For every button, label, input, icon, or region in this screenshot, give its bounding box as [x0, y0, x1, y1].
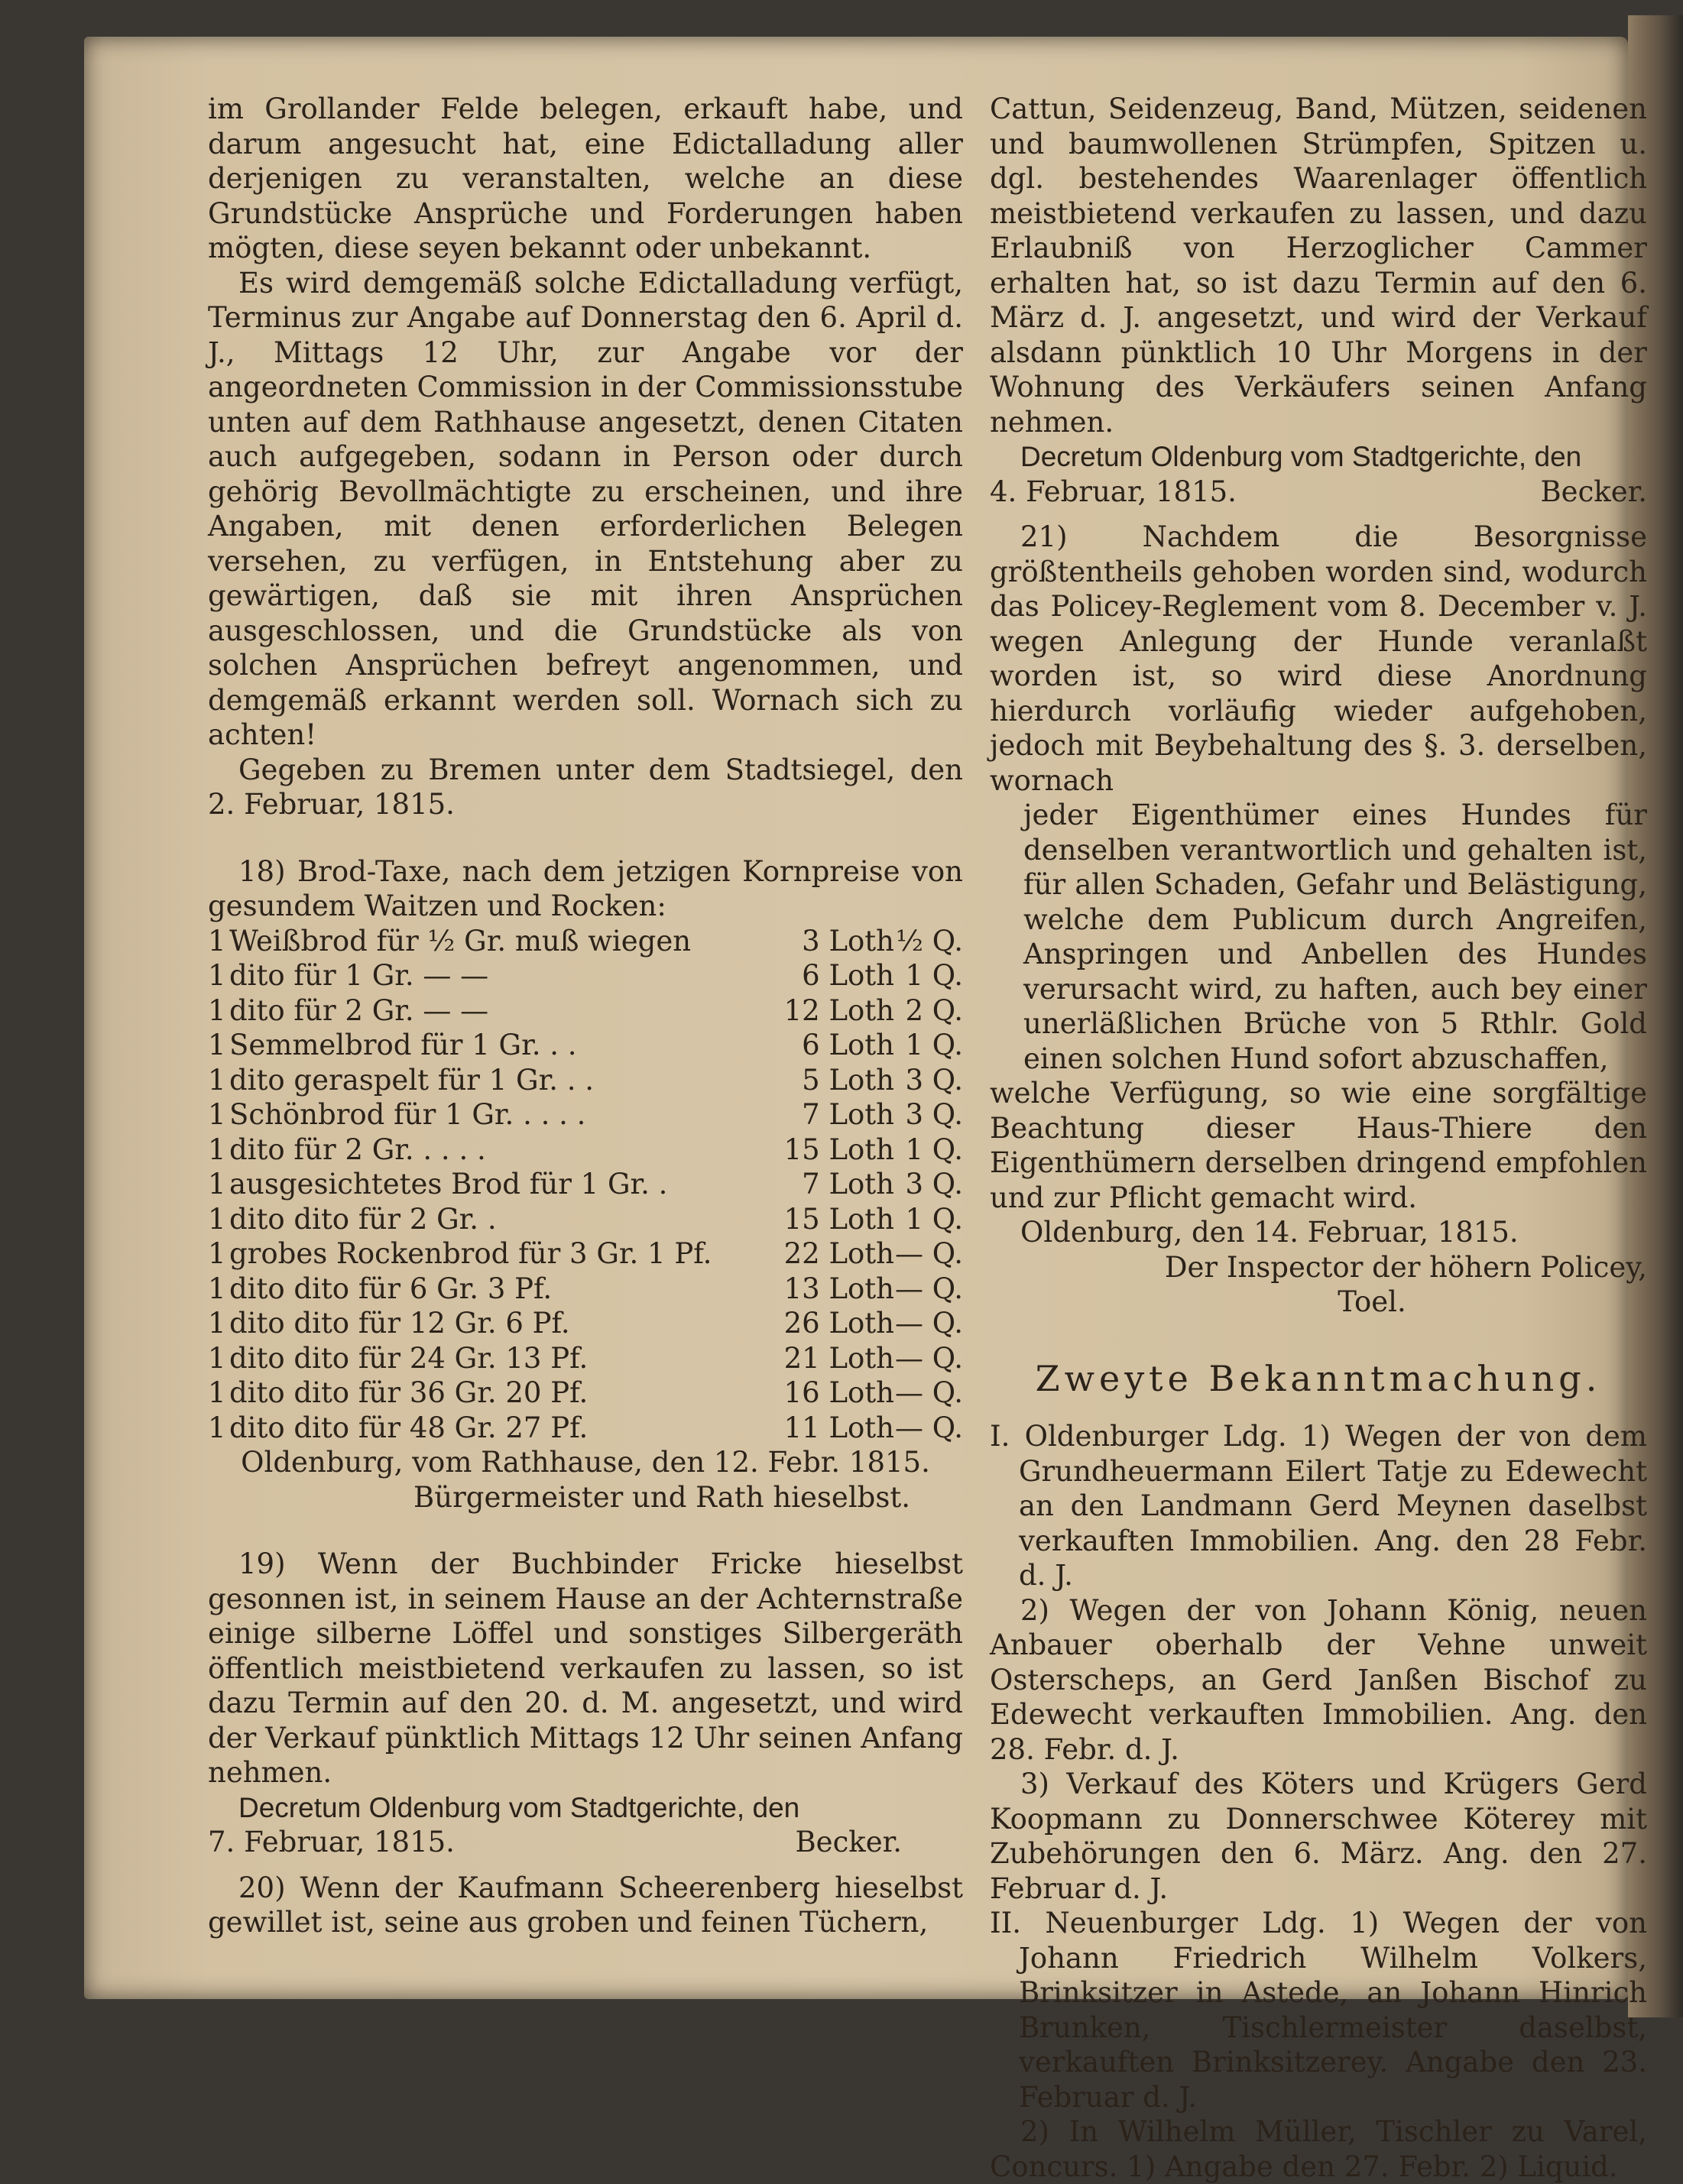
brod-taxe-row — [208, 1202, 963, 1237]
decretum-20-signature: Becker. — [1540, 475, 1647, 508]
brod-row-count: 1 — [208, 1133, 226, 1166]
brod-taxe-row — [208, 1097, 963, 1133]
notice-21-signature-name: Toel. — [1338, 1285, 1406, 1318]
brod-taxe-row — [208, 958, 963, 993]
brod-row-description: dito dito für 12 Gr. 6 Pf. — [229, 1307, 570, 1340]
brod-taxe-table — [208, 924, 963, 1446]
section-neuenburg-2: 2) In Wilhelm Müller, Tischler zu Varel, Concurs. 1) Angabe den 27. Febr. 2) Liquid. — [990, 2115, 1647, 2183]
brod-row-weight-quentin: 3 Q. — [905, 1168, 963, 1201]
decretum-19-date: 7. Februar, 1815. — [208, 1826, 455, 1858]
brod-row-count: 1 — [208, 924, 226, 958]
brod-row-weight-loth: 26 Loth — [783, 1307, 894, 1340]
brod-row-weight-loth: 12 Loth — [783, 993, 894, 1027]
brod-row-weight-quentin: ½ Q. — [896, 924, 963, 958]
brod-row-weight-quentin: — Q. — [894, 1341, 963, 1375]
brod-taxe-row — [208, 1272, 963, 1307]
brod-taxe-row — [208, 1028, 963, 1063]
brod-row-weight-quentin: — Q. — [894, 1237, 963, 1270]
brod-row-weight-quentin: 2 Q. — [905, 993, 963, 1027]
brod-row-description: grobes Rockenbrod für 3 Gr. 1 Pf. — [229, 1237, 712, 1270]
notice-19-paragraph: 19) Wenn der Buchbinder Fricke hieselbst gesonnen ist, in seinem Hause an der Achternstraße einige silberne Löffel und sonstiges Silbergeräth öffentlich meistbietend verkaufen zu lassen, so ist dazu Termin auf den 20. d. M. angesetzt, und wird der Verkauf pünktlich Mittags 12 Uhr seinen Anfang nehmen. — [208, 1547, 963, 1789]
brod-row-weight-loth: 5 Loth — [802, 1063, 894, 1097]
decretum-20-date-row — [990, 475, 1647, 510]
brod-row-weight-quentin: 1 Q. — [905, 959, 963, 992]
brod-row-weight-loth: 7 Loth — [802, 1168, 894, 1201]
brod-row-description: dito dito für 6 Gr. 3 Pf. — [229, 1272, 553, 1305]
decretum-19-text: Decretum Oldenburg vom Stadtgerichte, den — [238, 1791, 800, 1823]
edictal-paragraph-2: Es wird demgemäß solche Edictalladung verfügt, Terminus zur Angabe auf Donnerstag den 6. April d. J., Mittags 12 Uhr, zur Angabe vor der angeordneten Commission in der Commissionsstube unten auf dem Rathhause angesetzt, denen Citaten auch aufgegeben, sodann in Person oder durch gehörig Bevollmächtigte zu erscheinen, und ihre Angaben, mit denen erforderlichen Belegen versehen, zu verfügen, in Entstehung aber zu gewärtigen, daß sie mit ihren Ansprüchen ausgeschlossen, und die Grundstücke als von solchen Ansprüchen befreyt angenommen, und demgemäß erkannt werden soll. Wornach sich zu achten! — [208, 266, 963, 751]
brod-row-description: Weißbrod für ½ Gr. muß wiegen — [229, 924, 692, 958]
brod-taxe-row — [208, 924, 963, 959]
brod-row-weight-quentin: — Q. — [894, 1411, 963, 1444]
brod-row-count: 1 — [208, 993, 226, 1027]
brod-row-weight-loth: 22 Loth — [783, 1237, 894, 1270]
notice-21-indented-clause: jeder Eigenthümer eines Hundes für denselben verantwortlich und gehalten ist, für allen Schaden, Gefahr und Belästigung, welche dem Publicum durch Angreifen, Anspringen und Anbellen des Hundes verursacht wird, zu haften, auch bey einer unerläßlichen Brüche von 5 Rthlr. Gold einen solchen Hund sofort abzuschaffen, — [1023, 799, 1647, 1075]
brod-row-weight-loth: 15 Loth — [783, 1202, 894, 1236]
brod-row-description: ausgesichtetes Brod für 1 Gr. . — [229, 1168, 668, 1201]
notice-21-conclusion: welche Verfügung, so wie eine sorgfältige Beachtung dieser Haus-Thiere den Eigenthümern derselben dringend empfohlen und zur Pflicht gemacht wird. — [990, 1077, 1647, 1214]
brod-row-weight-quentin: 1 Q. — [905, 1133, 963, 1166]
brod-row-description: dito dito für 36 Gr. 20 Pf. — [229, 1376, 589, 1409]
brod-taxe-heading: 18) Brod-Taxe, nach dem jetzigen Kornpreise von gesundem Waitzen und Rocken: — [208, 854, 963, 922]
brod-taxe-row — [208, 993, 963, 1029]
decretum-19-signature: Becker. — [795, 1826, 902, 1858]
section-oldenburg-2: 2) Wegen der von Johann König, neuen Anbauer oberhalb der Vehne unweit Osterscheps, an Gerd Janßen Bischof zu Edewecht verkauften Immobilien. Ang. den 28. Febr. d. J. — [990, 1593, 1647, 1766]
brod-row-count: 1 — [208, 1063, 226, 1097]
brod-row-description: Semmelbrod für 1 Gr. . . — [229, 1029, 577, 1061]
brod-row-weight-loth: 21 Loth — [783, 1341, 894, 1375]
brod-row-weight-loth: 16 Loth — [783, 1376, 894, 1409]
brod-row-count: 1 — [208, 1272, 226, 1305]
brod-taxe-row — [208, 1236, 963, 1272]
brod-row-description: dito für 2 Gr. — — — [229, 993, 489, 1027]
right-column — [990, 92, 1647, 2184]
notice-21-paragraph: 21) Nachdem die Besorgnisse größtentheils gehoben worden sind, wodurch das Policey-Reglement vom 8. December v. J. wegen Anlegung der Hunde veranlaßt worden ist, so wird diese Anordnung hierdurch vorläufig wieder aufgehoben, jedoch mit Beybehaltung des §. 3. derselben, wornach — [990, 520, 1647, 797]
brod-row-count: 1 — [208, 1202, 226, 1236]
brod-row-description: dito für 2 Gr. . . . . — [229, 1133, 486, 1166]
brod-row-count: 1 — [208, 1029, 226, 1061]
brod-row-weight-quentin: — Q. — [894, 1307, 963, 1340]
brod-row-description: dito dito für 24 Gr. 13 Pf. — [229, 1341, 589, 1375]
brod-row-weight-loth: 7 Loth — [802, 1098, 894, 1131]
brod-row-count: 1 — [208, 1098, 226, 1131]
brod-row-weight-quentin: 3 Q. — [905, 1063, 963, 1097]
decretum-19-line — [208, 1790, 963, 1826]
section-oldenburg-1: I. Oldenburger Ldg. 1) Wegen der von dem Grundheuermann Eilert Tatje zu Edewecht an den Landmann Gerd Meynen daselbst verkauften Immobilien. Ang. den 28 Febr. d. J. — [990, 1420, 1647, 1592]
brod-taxe-row — [208, 1376, 963, 1411]
left-column — [208, 92, 963, 1940]
brod-row-weight-loth: 15 Loth — [783, 1133, 894, 1166]
brod-row-weight-quentin: — Q. — [894, 1376, 963, 1409]
brod-row-description: Schönbrod für 1 Gr. . . . . — [229, 1098, 586, 1131]
brod-row-weight-loth: 6 Loth — [802, 959, 894, 992]
brod-taxe-row — [208, 1063, 963, 1098]
brod-taxe-row — [208, 1341, 963, 1376]
brod-row-count: 1 — [208, 959, 226, 992]
brod-row-count: 1 — [208, 1411, 226, 1444]
brod-row-weight-loth: 3 Loth — [802, 924, 894, 958]
brod-row-count: 1 — [208, 1376, 226, 1409]
section-neuenburg-1: II. Neuenburger Ldg. 1) Wegen der von Johann Friedrich Wilhelm Volkers, Brinksitzer in Astede, an Johann Hinrich Brunken, Tischlermeister daselbst, verkauften Brinksitzerey. Angabe den 23. Februar d. J. — [990, 1907, 1647, 2114]
edictal-paragraph-1: im Grollander Felde belegen, erkauft habe, und darum angesucht hat, eine Edictalladung aller derjenigen zu veranstalten, welche an diese Grundstücke Ansprüche und Forderungen haben mögten, diese seyen bekannt oder unbekannt. — [208, 92, 963, 264]
brod-row-weight-quentin: 1 Q. — [905, 1202, 963, 1236]
notice-21-signature-title: Der Inspector der höhern Policey, — [1164, 1250, 1647, 1284]
brod-taxe-signature: Bürgermeister und Rath hieselbst. — [413, 1480, 910, 1514]
notice-20-continuation: Cattun, Seidenzeug, Band, Mützen, seidenen und baumwollenen Strümpfen, Spitzen u. dgl. bestehendes Waarenlager öffentlich meistbietend verkaufen zu lassen, und dazu Erlaubniß von Herzoglicher Cammer erhalten hat, so ist dazu Termin auf den 6. März d. J. angesetzt, und wird der Verkauf alsdann pünktlich 10 Uhr Morgens in der Wohnung des Verkäufers seinen Anfang nehmen. — [990, 92, 1647, 439]
brod-row-weight-quentin: — Q. — [894, 1272, 963, 1305]
decretum-20-text: Decretum Oldenburg vom Stadtgerichte, den — [1020, 441, 1582, 472]
second-announcement-heading: Zweyte Bekanntmachung. — [1035, 1357, 1602, 1399]
brod-row-count: 1 — [208, 1341, 226, 1375]
brod-row-count: 1 — [208, 1307, 226, 1340]
brod-taxe-row — [208, 1306, 963, 1341]
decretum-19-date-row — [208, 1825, 963, 1860]
notice-20-start: 20) Wenn der Kaufmann Scheerenberg hieselbst gewillet ist, seine aus groben und feinen Tüchern, — [208, 1871, 963, 1939]
brod-taxe-row — [208, 1167, 963, 1202]
decretum-20-line — [990, 439, 1647, 475]
brod-row-description: dito für 1 Gr. — — — [229, 959, 489, 992]
brod-row-weight-loth: 13 Loth — [783, 1272, 894, 1305]
brod-row-weight-loth: 6 Loth — [802, 1029, 894, 1061]
edictal-given-at: Gegeben zu Bremen unter dem Stadtsiegel, den 2. Februar, 1815. — [208, 753, 963, 821]
brod-row-count: 1 — [208, 1168, 226, 1201]
brod-row-description: dito dito für 48 Gr. 27 Pf. — [229, 1411, 589, 1444]
brod-row-description: dito geraspelt für 1 Gr. . . — [229, 1063, 595, 1097]
brod-row-weight-quentin: 3 Q. — [905, 1098, 963, 1131]
decretum-20-date: 4. Februar, 1815. — [990, 475, 1237, 508]
brod-row-weight-quentin: 1 Q. — [905, 1029, 963, 1061]
brod-row-weight-loth: 11 Loth — [783, 1411, 894, 1444]
brod-row-description: dito dito für 2 Gr. . — [229, 1202, 497, 1236]
brod-taxe-row — [208, 1133, 963, 1168]
section-oldenburg-3: 3) Verkauf des Köters und Krügers Gerd Koopmann zu Donnerschwee Köterey mit Zubehörungen den 6. März. Ang. den 27. Februar d. J. — [990, 1768, 1647, 1905]
brod-taxe-row — [208, 1411, 963, 1446]
brod-row-count: 1 — [208, 1237, 226, 1270]
notice-21-place-date: Oldenburg, den 14. Februar, 1815. — [1020, 1216, 1519, 1249]
brod-taxe-place-date: Oldenburg, vom Rathhause, den 12. Febr. 1815. — [241, 1446, 930, 1479]
